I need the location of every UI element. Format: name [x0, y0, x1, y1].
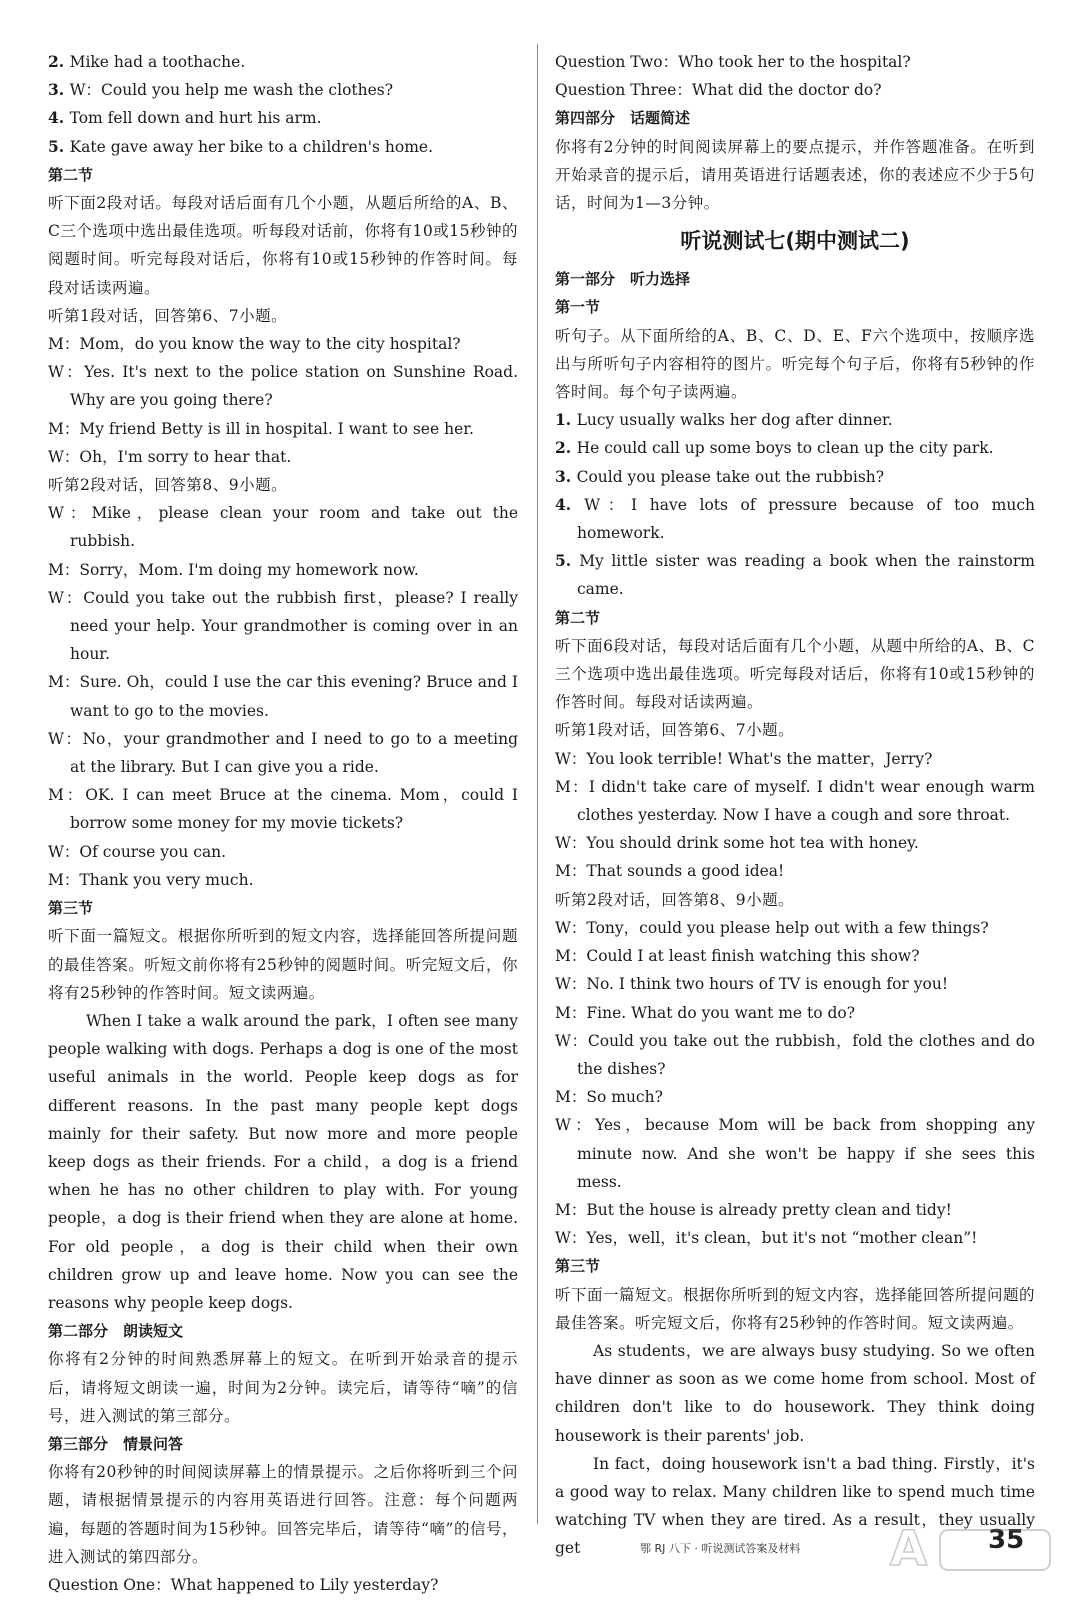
- question-line: Question Three：What did the doctor do?: [555, 81, 882, 100]
- item-text: Tom fell down and hurt his arm.: [69, 109, 322, 128]
- item-text: W：I have lots of pressure because of too much homework.: [577, 495, 1035, 543]
- instruction-paragraph: 你将有2分钟的时间阅读屏幕上的要点提示，并作答题准备。在听到开始录音的提示后，请用英语进行话题表述，你的表述应不少于5句话，时间为1—3分钟。: [555, 137, 1035, 213]
- numbered-item: [555, 491, 1035, 547]
- dialogue-line: M：I didn't take care of myself. I didn't wear enough warm clothes yesterday. Now I have a cough and sore throat.: [555, 777, 1035, 825]
- instruction-paragraph: 听第2段对话，回答第8、9小题。: [555, 890, 795, 909]
- svg-text:A: A: [890, 1521, 928, 1577]
- dialogue-line: W：Oh，I'm sorry to hear that.: [48, 447, 292, 466]
- instruction-paragraph: 听第1段对话，回答第6、7小题。: [48, 306, 288, 325]
- left-column: [48, 48, 518, 1599]
- item-text: Could you please take out the rubbish?: [576, 467, 885, 486]
- instruction-paragraph: 听第1段对话，回答第6、7小题。: [555, 721, 795, 740]
- instruction-paragraph: 听句子。从下面所给的A、B、C、D、E、F六个选项中，按顺序选出与所听句子内容相符的图片。听完每个句子后，你将有5秒钟的作答时间。每个句子读两遍。: [555, 326, 1035, 402]
- dialogue-line: W：You look terrible! What's the matter，Jerry?: [555, 749, 933, 768]
- section-heading: 第三节: [555, 1257, 601, 1276]
- dialogue-line: M：That sounds a good idea!: [555, 862, 785, 881]
- dialogue-line: W：No. I think two hours of TV is enough for you!: [555, 975, 949, 994]
- numbered-item: [48, 48, 518, 76]
- item-number: 4.: [48, 108, 70, 128]
- dialogue-line: M：Could I at least finish watching this show?: [555, 947, 920, 966]
- dialogue-line: M：Sorry，Mom. I'm doing my homework now.: [48, 560, 419, 579]
- item-text: W：Could you help me wash the clothes?: [69, 81, 394, 100]
- item-text: My little sister was reading a book when the rainstorm came.: [577, 552, 1036, 599]
- item-text: He could call up some boys to clean up the city park.: [576, 439, 994, 458]
- question-line: Question Two：Who took her to the hospital?: [555, 53, 911, 71]
- page-footer: 鄂 RJ 八下 · 听说测试答案及材料: [640, 1542, 801, 1555]
- dialogue-line: M：So much?: [555, 1088, 663, 1107]
- item-number: 5.: [555, 551, 580, 571]
- instruction-paragraph: 听下面2段对话。每段对话后面有几个小题，从题后所给的A、B、C三个选项中选出最佳选项。听每段对话前，你将有10或15秒钟的阅题时间。听完每段对话后，你将有10或15秒钟的作答时间。每段对话读两遍。: [48, 194, 518, 297]
- numbered-item: [48, 76, 518, 104]
- item-text: Lucy usually walks her dog after dinner.: [576, 411, 893, 430]
- item-number: 3.: [48, 80, 70, 100]
- dialogue-line: W：Yes，well，it's clean，but it's not “mother clean”!: [555, 1229, 978, 1248]
- dialogue-line: M：Fine. What do you want me to do?: [555, 1003, 856, 1022]
- watermark-logo-icon: [880, 1510, 1070, 1590]
- section-heading: 第二节: [48, 165, 94, 184]
- item-number: 5.: [48, 136, 70, 156]
- numbered-item: [555, 547, 1035, 603]
- dialogue-line: W：Tony，could you please help out with a few things?: [555, 918, 989, 937]
- dialogue-line: W：Mike，please clean your room and take out the rubbish.: [48, 504, 518, 551]
- item-number: 2.: [555, 438, 577, 458]
- question-line: Question One：What happened to Lily yesterday?: [48, 1575, 439, 1594]
- section-heading: 第一节: [555, 298, 601, 317]
- dialogue-line: W：Of course you can.: [48, 842, 227, 861]
- numbered-item: [48, 133, 518, 161]
- dialogue-line: M：OK. I can meet Bruce at the cinema. Mom，could I borrow some money for my movie tickets?: [48, 786, 518, 833]
- column-divider: [537, 44, 538, 1524]
- instruction-paragraph: 听下面6段对话，每段对话后面有几个小题，从题中所给的A、B、C三个选项中选出最佳选项。听完每段对话后，你将有10或15秒钟的作答时间。每段对话读两遍。: [555, 636, 1035, 712]
- item-number: 2.: [48, 52, 70, 71]
- item-number: 1.: [555, 410, 577, 430]
- instruction-paragraph: 你将有2分钟的时间熟悉屏幕上的短文。在听到开始录音的提示后，请将短文朗读一遍，时间为2分钟。读完后，请等待“嘀”的信号，进入测试的第三部分。: [48, 1350, 518, 1425]
- instruction-paragraph: 听第2段对话，回答第8、9小题。: [48, 476, 288, 495]
- section-heading: 第三节: [48, 899, 94, 918]
- item-text: Mike had a toothache.: [69, 53, 246, 71]
- numbered-item: [555, 434, 1035, 462]
- page-number: 35: [988, 1525, 1025, 1555]
- section-heading: 第四部分 话题简述: [555, 109, 691, 128]
- section-heading: 第二部分 朗读短文: [48, 1322, 184, 1341]
- passage-paragraph: When I take a walk around the park，I often see many people walking with dogs. Perhaps a dog is one of the most useful animals in the world. People keep dogs as for different reasons. In the past many people kept dogs mainly for their safety. But now more and more people keep dogs as their friends. For a child，a dog is a friend when he has no other children to play with. For young people，a dog is their friend when they are alone at home. For old people，a dog is their child when their own children grow up and leave home. Now you can see the reasons why people keep dogs.: [48, 1011, 518, 1312]
- dialogue-line: W：Yes，because Mom will be back from shopping any minute now. And she won't be happy if she sees this mess.: [555, 1116, 1035, 1191]
- dialogue-line: M：Sure. Oh，could I use the car this evening? Bruce and I want to go to the movies.: [48, 673, 518, 720]
- right-column: [555, 48, 1035, 1563]
- passage-paragraph: In fact，doing housework isn't a bad thing. Firstly，it's a good way to relax. Many children like to spend much time watching TV when they are tired. As a result，they usually get: [555, 1454, 1035, 1558]
- passage-paragraph: As students，we are always busy studying. So we often have dinner as soon as we come home from school. Most of children don't like to do housework. They think doing housework is their parents' job.: [555, 1341, 1035, 1445]
- dialogue-line: W：Could you take out the rubbish first，please? I really need your help. Your grandmother is coming over in an hour.: [48, 588, 518, 664]
- numbered-item: [48, 104, 518, 132]
- item-number: 4.: [555, 494, 585, 514]
- dialogue-line: W：Yes. It's next to the police station on Sunshine Road. Why are you going there?: [48, 363, 518, 410]
- instruction-paragraph: 你将有20秒钟的时间阅读屏幕上的情景提示。之后你将听到三个问题，请根据情景提示的内容用英语进行回答。注意：每个问题两遍，每题的答题时间为15秒钟。回答完毕后，请等待“嘀”的信号，进入测试的第四部分。: [48, 1463, 518, 1566]
- dialogue-line: M：My friend Betty is ill in hospital. I want to see her.: [48, 419, 474, 438]
- dialogue-line: W：Could you take out the rubbish，fold the clothes and do the dishes?: [555, 1031, 1035, 1078]
- item-text: Kate gave away her bike to a children's home.: [69, 137, 434, 156]
- numbered-item: [555, 463, 1035, 491]
- item-number: 3.: [555, 466, 577, 486]
- section-heading: 第三部分 情景问答: [48, 1434, 184, 1453]
- dialogue-line: M：Thank you very much.: [48, 870, 254, 889]
- instruction-paragraph: 听下面一篇短文。根据你所听到的短文内容，选择能回答所提问题的最佳答案。听完短文后，你将有25秒钟的作答时间。短文读两遍。: [555, 1285, 1036, 1332]
- section-heading: 第一部分 听力选择: [555, 270, 691, 289]
- section-heading: 第二节: [555, 608, 601, 627]
- dialogue-line: M：But the house is already pretty clean and tidy!: [555, 1200, 952, 1219]
- dialogue-line: W：You should drink some hot tea with honey.: [555, 834, 919, 853]
- dialogue-line: W：No，your grandmother and I need to go to a meeting at the library. But I can give you a ride.: [48, 729, 518, 777]
- instruction-paragraph: 听下面一篇短文。根据你所听到的短文内容，选择能回答所提问题的最佳答案。听短文前你将有25秒钟的阅题时间。听完短文后，你将有25秒钟的作答时间。短文读两遍。: [48, 927, 518, 1002]
- test-title: 听说测试七(期中测试二): [680, 229, 910, 254]
- dialogue-line: M：Mom，do you know the way to the city hospital?: [48, 335, 461, 354]
- numbered-item: [555, 406, 1035, 434]
